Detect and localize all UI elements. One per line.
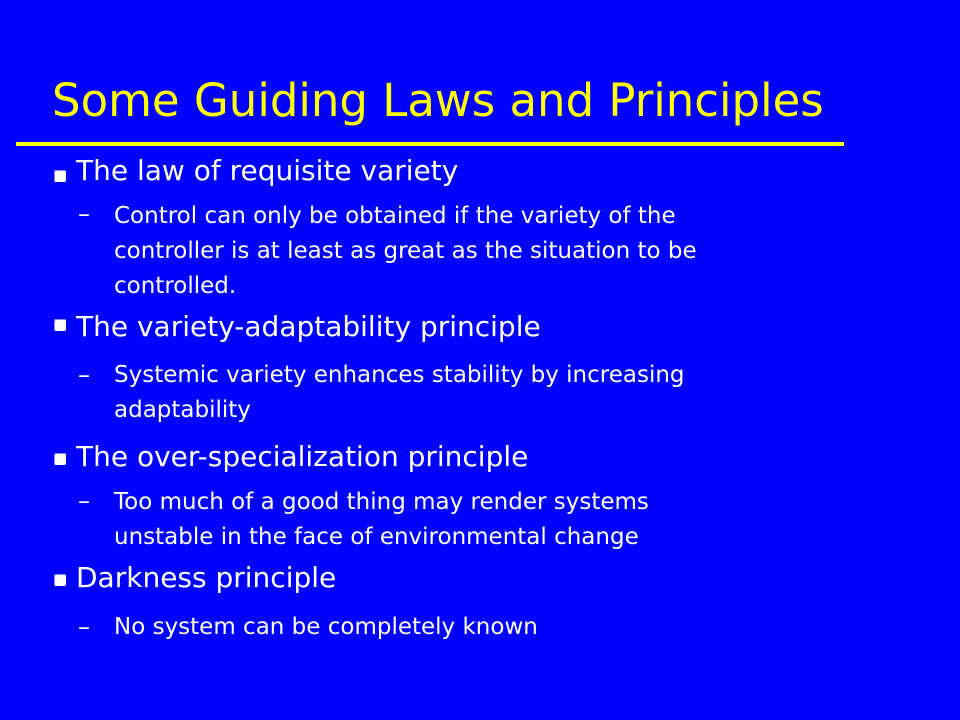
- bullet-item-requisite-variety: The law of requisite variety: [76, 154, 459, 187]
- page-title: Some Guiding Laws and Principles: [52, 74, 824, 127]
- subitem-over-specialization: Too much of a good thing may render systems unstable in the face of environmental change: [114, 489, 649, 550]
- dash-icon: –: [78, 361, 90, 389]
- bullet-item-over-specialization: The over-specialization principle: [76, 440, 529, 473]
- square-bullet-icon: [54, 319, 66, 331]
- square-bullet-icon: [54, 453, 66, 465]
- square-bullet-icon: [54, 574, 66, 586]
- bullet-item-variety-adaptability: The variety-adaptability principle: [76, 310, 541, 343]
- square-bullet-icon: [54, 170, 66, 182]
- subitem-darkness: No system can be completely known: [114, 614, 538, 640]
- dash-icon: –: [78, 613, 90, 641]
- subitem-requisite-variety: Control can only be obtained if the variety of the controller is at least as great as the situation to be controlled.: [114, 203, 697, 299]
- dash-icon: –: [78, 200, 90, 228]
- dash-icon: –: [78, 487, 90, 515]
- bullet-item-darkness: Darkness principle: [76, 561, 337, 594]
- subitem-variety-adaptability: Systemic variety enhances stability by increasing adaptability: [114, 362, 685, 423]
